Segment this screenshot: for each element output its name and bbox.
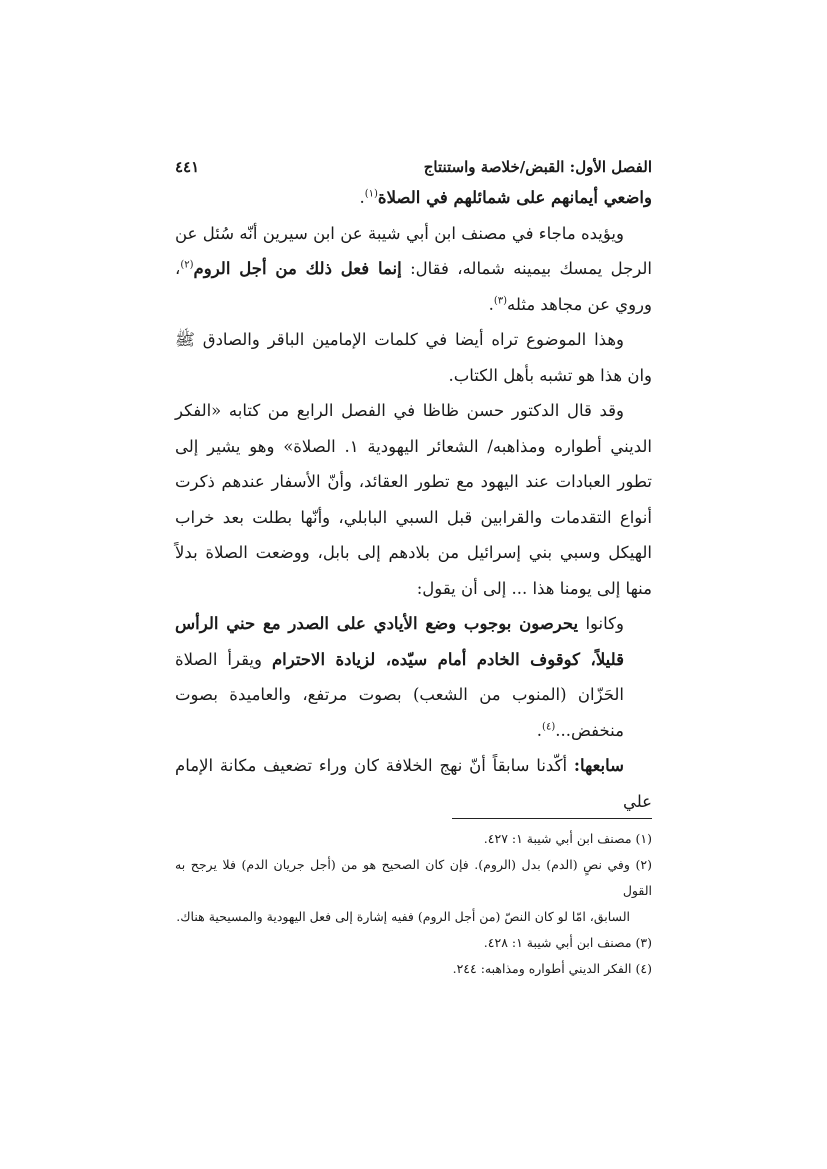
bold-phrase: واضعي أيمانهم على شمائلهم في الصلاة <box>377 188 652 207</box>
footnote-ref-3: (٣) <box>493 295 508 306</box>
paragraph-2-text-b: ، وروي عن مجاهد مثله <box>175 259 652 314</box>
footnote-ref-2: (٢) <box>180 259 194 271</box>
punctuation: . <box>536 720 543 740</box>
punctuation: . <box>359 188 365 207</box>
paragraph-2 <box>175 216 652 323</box>
paragraph-1 <box>175 180 652 216</box>
page-number: ٤٤١ <box>175 158 200 176</box>
paragraph-3: وهذا الموضوع تراه أيضا في كلمات الإمامين الباقر والصادق ﷺ وان هذا هو تشبه بأهل الكتاب. <box>175 330 652 385</box>
footnote-1: (١) مصنف ابن أبي شيبة ١: ٤٢٧. <box>483 831 652 846</box>
main-text <box>175 180 652 819</box>
paragraph-6-text: أكّدنا سابقاً أنّ نهج الخلافة كان وراء تضعيف مكانة الإمام علي <box>175 756 652 811</box>
footnotes <box>175 826 652 982</box>
quote-text-b: ويقرأ الصلاة الحَزّان (المنوب من الشعب) بصوت مرتفع، والعاميدة بصوت منخفض... <box>175 649 624 740</box>
footnote-2-continued: السابق، امّا لو كان النصّ (من أجل الروم) ففيه إشارة إلى فعل اليهودية والمسيحية هناك. <box>176 909 630 924</box>
footnote-divider <box>452 818 652 819</box>
footnote-4: (٤) الفكر الديني أطواره ومذاهبه: ٢٤٤. <box>452 961 652 976</box>
paragraph-2-text-a: ويؤيده ماجاء في مصنف ابن أبي شيبة عن ابن سيرين أنّه سُئل عن الرجل يمسك بيمينه شماله، فقال: <box>175 223 652 278</box>
bold-phrase: سابعها: <box>573 756 624 775</box>
footnote-3: (٣) مصنف ابن أبي شيبة ١: ٤٢٨. <box>483 935 652 950</box>
block-quote <box>175 606 652 748</box>
punctuation: . <box>488 294 494 314</box>
quote-text-a: وكانوا <box>578 614 624 633</box>
page-header <box>175 152 652 182</box>
paragraph-6 <box>175 748 652 819</box>
bold-phrase: إنما فعل ذلك من أجل الروم <box>193 259 402 278</box>
paragraph-4: وقد قال الدكتور حسن ظاظا في الفصل الرابع من كتابه «الفكر الديني أطواره ومذاهبه/ الشعائر اليهودية ١. الصلاة» وهو يشير إلى تطور العبادات عند اليهود مع تطور العقائد، وأنّ الأسفار عندهم ذكرت أنواع التقدمات والقرابين قبل السبي البابلي، وأنّها بطلت بعد خراب الهيكل وسبي بني إسرائيل من بلادهم إلى بابل، ووضعت الصلاة بدلاً منها إلى يومنا هذا ... إلى أن يقول: <box>175 401 653 598</box>
footnote-ref-4: (٤) <box>542 721 556 732</box>
bold-phrase: يحرصون بوجوب وضع الأيادي على الصدر مع حني الرأس قليلاً، كوقوف الخادم أمام سيّده، لزيادة الاحترام <box>175 614 624 669</box>
chapter-title: الفصل الأول: القبض/خلاصة واستنتاج <box>423 158 652 176</box>
footnote-ref-1: (١) <box>364 188 378 200</box>
footnote-2: (٢) وفي نصٍ (الدم) بدل (الروم). فإن كان الصحيح هو من (أجل جريان الدم) فلا يرجح به القول <box>175 857 652 898</box>
